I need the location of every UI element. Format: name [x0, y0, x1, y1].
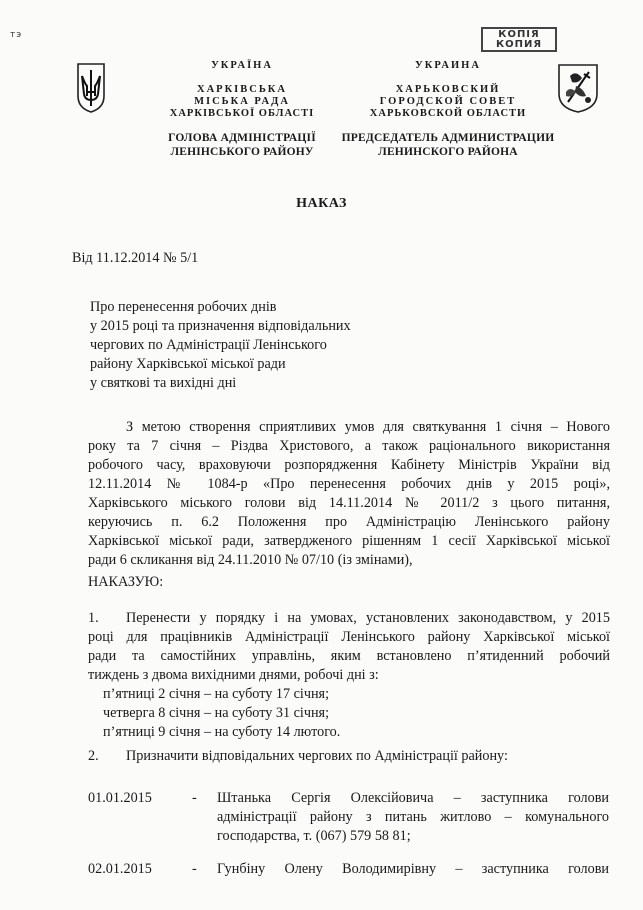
item-1-number: 1.: [88, 610, 99, 626]
duty-line: Гунбіну Олену Володимирівну – заступника голови: [217, 861, 609, 877]
duty-dash: -: [192, 861, 197, 877]
document-subject: [90, 298, 410, 393]
duty-date: 01.01.2015: [88, 790, 152, 806]
subject-line: у святкові та вихідні дні: [90, 375, 237, 391]
duty-line: адміністрації району з питань житлово – комунального: [217, 809, 609, 825]
preamble-line: Харківської міської ради, затвердженого рішенням 1 сесії Харківської міської: [88, 533, 610, 549]
item-1-line: році для працівників Адміністрації Ленінського району Харківської міської: [88, 629, 610, 645]
preamble-line: З метою створення сприятливих умов для святкування 1 січня – Нового: [126, 419, 610, 435]
item-2-number: 2.: [88, 748, 99, 764]
transfer-list: [103, 685, 340, 742]
item-1-line: Перенести у порядку і на умовах, установлених законодавством, у 2015: [126, 610, 610, 626]
subject-line: чергових по Адміністрації Ленінського: [90, 337, 327, 353]
item-1-line: тиждень з двома вихідними днями, робочі дні з:: [88, 667, 379, 683]
preamble-line: 12.11.2014 № 1084-р «Про перенесення робочих днів у 2015 році»,: [88, 476, 610, 492]
header-ru-office-1: ПРЕДСЕДАТЕЛЬ АДМИНИСТРАЦИИ: [341, 132, 555, 144]
copy-stamp: [481, 27, 557, 52]
header-ru-office-2: ЛЕНИНСКОГО РАЙОНА: [378, 146, 518, 158]
ukraine-emblem-icon: [76, 62, 106, 114]
header-ua-office-1: ГОЛОВА АДМІНІСТРАЦІЇ: [168, 132, 316, 144]
preamble-line: Харківського міського голови від 14.11.2014 № 2011/2 з цього питання,: [88, 495, 610, 511]
transfer-item: п’ятниці 2 січня – на суботу 17 січня;: [103, 686, 330, 702]
preamble-paragraph: [88, 418, 610, 570]
duty-dash: -: [192, 790, 197, 806]
stamp-line-1: КОПІЯ: [498, 29, 540, 40]
header-ru-council-2: ГОРОДСКОЙ СОВЕТ: [379, 96, 517, 107]
order-word: НАКАЗУЮ:: [88, 574, 164, 590]
stamp-line-2: КОПИЯ: [495, 39, 543, 50]
item-2-text: Призначити відповідальних чергових по Адміністрації району:: [126, 748, 508, 764]
header-ua-council-1: ХАРКІВСЬКА: [196, 84, 287, 95]
transfer-item: п’ятниці 9 січня – на суботу 14 лютого.: [103, 724, 341, 740]
header-ua-council-3: ХАРКІВСЬКОЇ ОБЛАСТІ: [169, 108, 315, 119]
header-ru-country: УКРАИНА: [415, 60, 481, 71]
subject-line: району Харківської міської ради: [90, 356, 286, 372]
header-ru-council-1: ХАРЬКОВСКИЙ: [395, 84, 501, 95]
subject-line: у 2015 році та призначення відповідальних: [90, 318, 351, 334]
subject-line: Про перенесення робочих днів: [90, 299, 277, 315]
scan-mark: тэ: [10, 30, 23, 40]
header-ua-office-2: ЛЕНІНСЬКОГО РАЙОНУ: [170, 146, 314, 158]
header-ua-country: УКРАЇНА: [211, 60, 273, 71]
item-1-text: [88, 609, 610, 685]
header-ru-council-3: ХАРЬКОВСКОЙ ОБЛАСТИ: [369, 108, 527, 119]
duty-person: [217, 860, 609, 879]
duty-person: [217, 789, 609, 846]
document-title: НАКАЗ: [296, 196, 347, 211]
duty-date: 02.01.2015: [88, 861, 152, 877]
duty-line: Штанька Сергія Олексійовича – заступника голови: [217, 790, 609, 806]
preamble-line: ради 6 скликання від 24.11.2010 № 07/10 (із змінами),: [88, 552, 413, 568]
header-ua-council-2: МІСЬКА РАДА: [194, 96, 290, 107]
preamble-line: робочого часу, враховуючи розпорядження Кабінету Міністрів України від: [88, 457, 610, 473]
preamble-line: року та 7 січня – Різдва Христового, а також раціонального використання: [88, 438, 610, 454]
preamble-line: керуючись п. 6.2 Положення про Адміністрацію Ленінського району: [88, 514, 610, 530]
duty-line: господарства, т. (067) 579 58 81;: [217, 828, 411, 844]
item-1-line: ради та самостійних управлінь, яким встановлено п’ятиденний робочий: [88, 648, 610, 664]
transfer-item: четверга 8 січня – на суботу 31 січня;: [103, 705, 330, 721]
document-reference: Від 11.12.2014 № 5/1: [72, 250, 199, 266]
